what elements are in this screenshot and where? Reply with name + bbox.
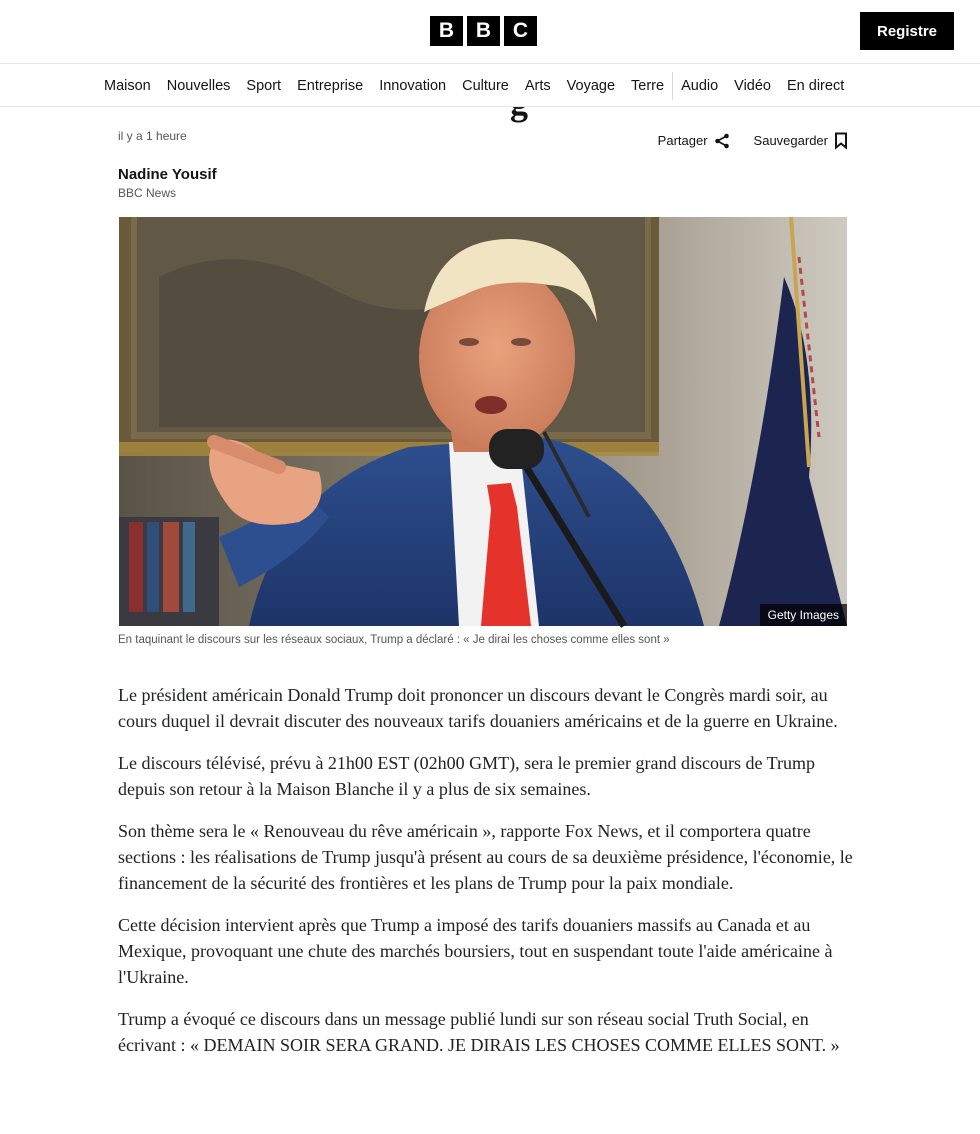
bbc-logo[interactable] [430, 16, 537, 46]
author-organisation: BBC News [118, 186, 177, 200]
nav-item-innovation[interactable]: Innovation [379, 77, 447, 94]
nav-item-en-direct[interactable]: En direct [787, 77, 845, 94]
save-button[interactable] [754, 132, 848, 149]
nav-item-video[interactable]: Vidéo [734, 77, 771, 94]
nav-item-maison[interactable]: Maison [104, 77, 151, 94]
nav-item-arts[interactable]: Arts [524, 77, 551, 94]
site-header [0, 0, 980, 64]
article-paragraph: Trump a évoqué ce discours dans un message publié lundi sur son réseau social Truth Social, en écrivant : « DEMAIN SOIR SERA GRAND. JE DIRAIS LES CHOSES COMME ELLES SONT. » [118, 1009, 840, 1055]
nav-items [96, 64, 852, 107]
article-actions [658, 132, 848, 149]
main-nav [0, 64, 980, 107]
bookmark-icon [834, 132, 848, 149]
hero-photo-illustration [119, 217, 847, 626]
article-paragraph: Le président américain Donald Trump doit prononcer un discours devant le Congrès mardi soir, au cours duquel il devrait discuter des nouveaux tarifs douaniers américains et de la guerre en Ukraine. [118, 685, 838, 731]
article-timestamp: il y a 1 heure [118, 129, 187, 143]
share-icon [714, 133, 730, 149]
hero-image [119, 217, 847, 626]
logo-letter: B [467, 16, 500, 46]
nav-item-audio[interactable]: Audio [681, 77, 719, 94]
nav-item-voyage[interactable]: Voyage [566, 77, 616, 94]
share-label: Partager [657, 133, 708, 148]
article-body [118, 682, 858, 1074]
nav-item-sport[interactable]: Sport [246, 77, 282, 94]
image-caption: En taquinant le discours sur les réseaux sociaux, Trump a déclaré : « Je dirai les choses comme elles sont » [118, 634, 670, 646]
article-paragraph: Son thème sera le « Renouveau du rêve américain », rapporte Fox News, et il comportera quatre sections : les réalisations de Trump jusqu'à présent au cours de sa deuxième présidence, l'économie, le financement de la sécurité des frontières et les plans de Trump pour la paix mondiale. [118, 821, 853, 893]
save-label: Sauvegarder [753, 133, 828, 148]
nav-item-terre[interactable]: Terre [631, 77, 665, 94]
article-paragraph: Le discours télévisé, prévu à 21h00 EST (02h00 GMT), sera le premier grand discours de Trump depuis son retour à la Maison Blanche il y a plus de six semaines. [118, 753, 816, 799]
register-button[interactable]: Registre [860, 12, 954, 50]
nav-item-culture[interactable]: Culture [462, 77, 509, 94]
share-button[interactable] [658, 133, 730, 149]
logo-letter: B [430, 16, 463, 46]
nav-item-entreprise[interactable]: Entreprise [297, 77, 364, 94]
author-name: Nadine Yousif [118, 166, 217, 183]
logo-letter: C [504, 16, 537, 46]
article-paragraph: Cette décision intervient après que Trump a imposé des tarifs douaniers massifs au Canada et au Mexique, provoquant une chute des marchés boursiers, tout en suspendant toute l'aide américaine à l'Ukraine. [118, 915, 833, 987]
nav-item-nouvelles[interactable]: Nouvelles [166, 77, 231, 94]
image-credit: Getty Images [760, 604, 847, 626]
